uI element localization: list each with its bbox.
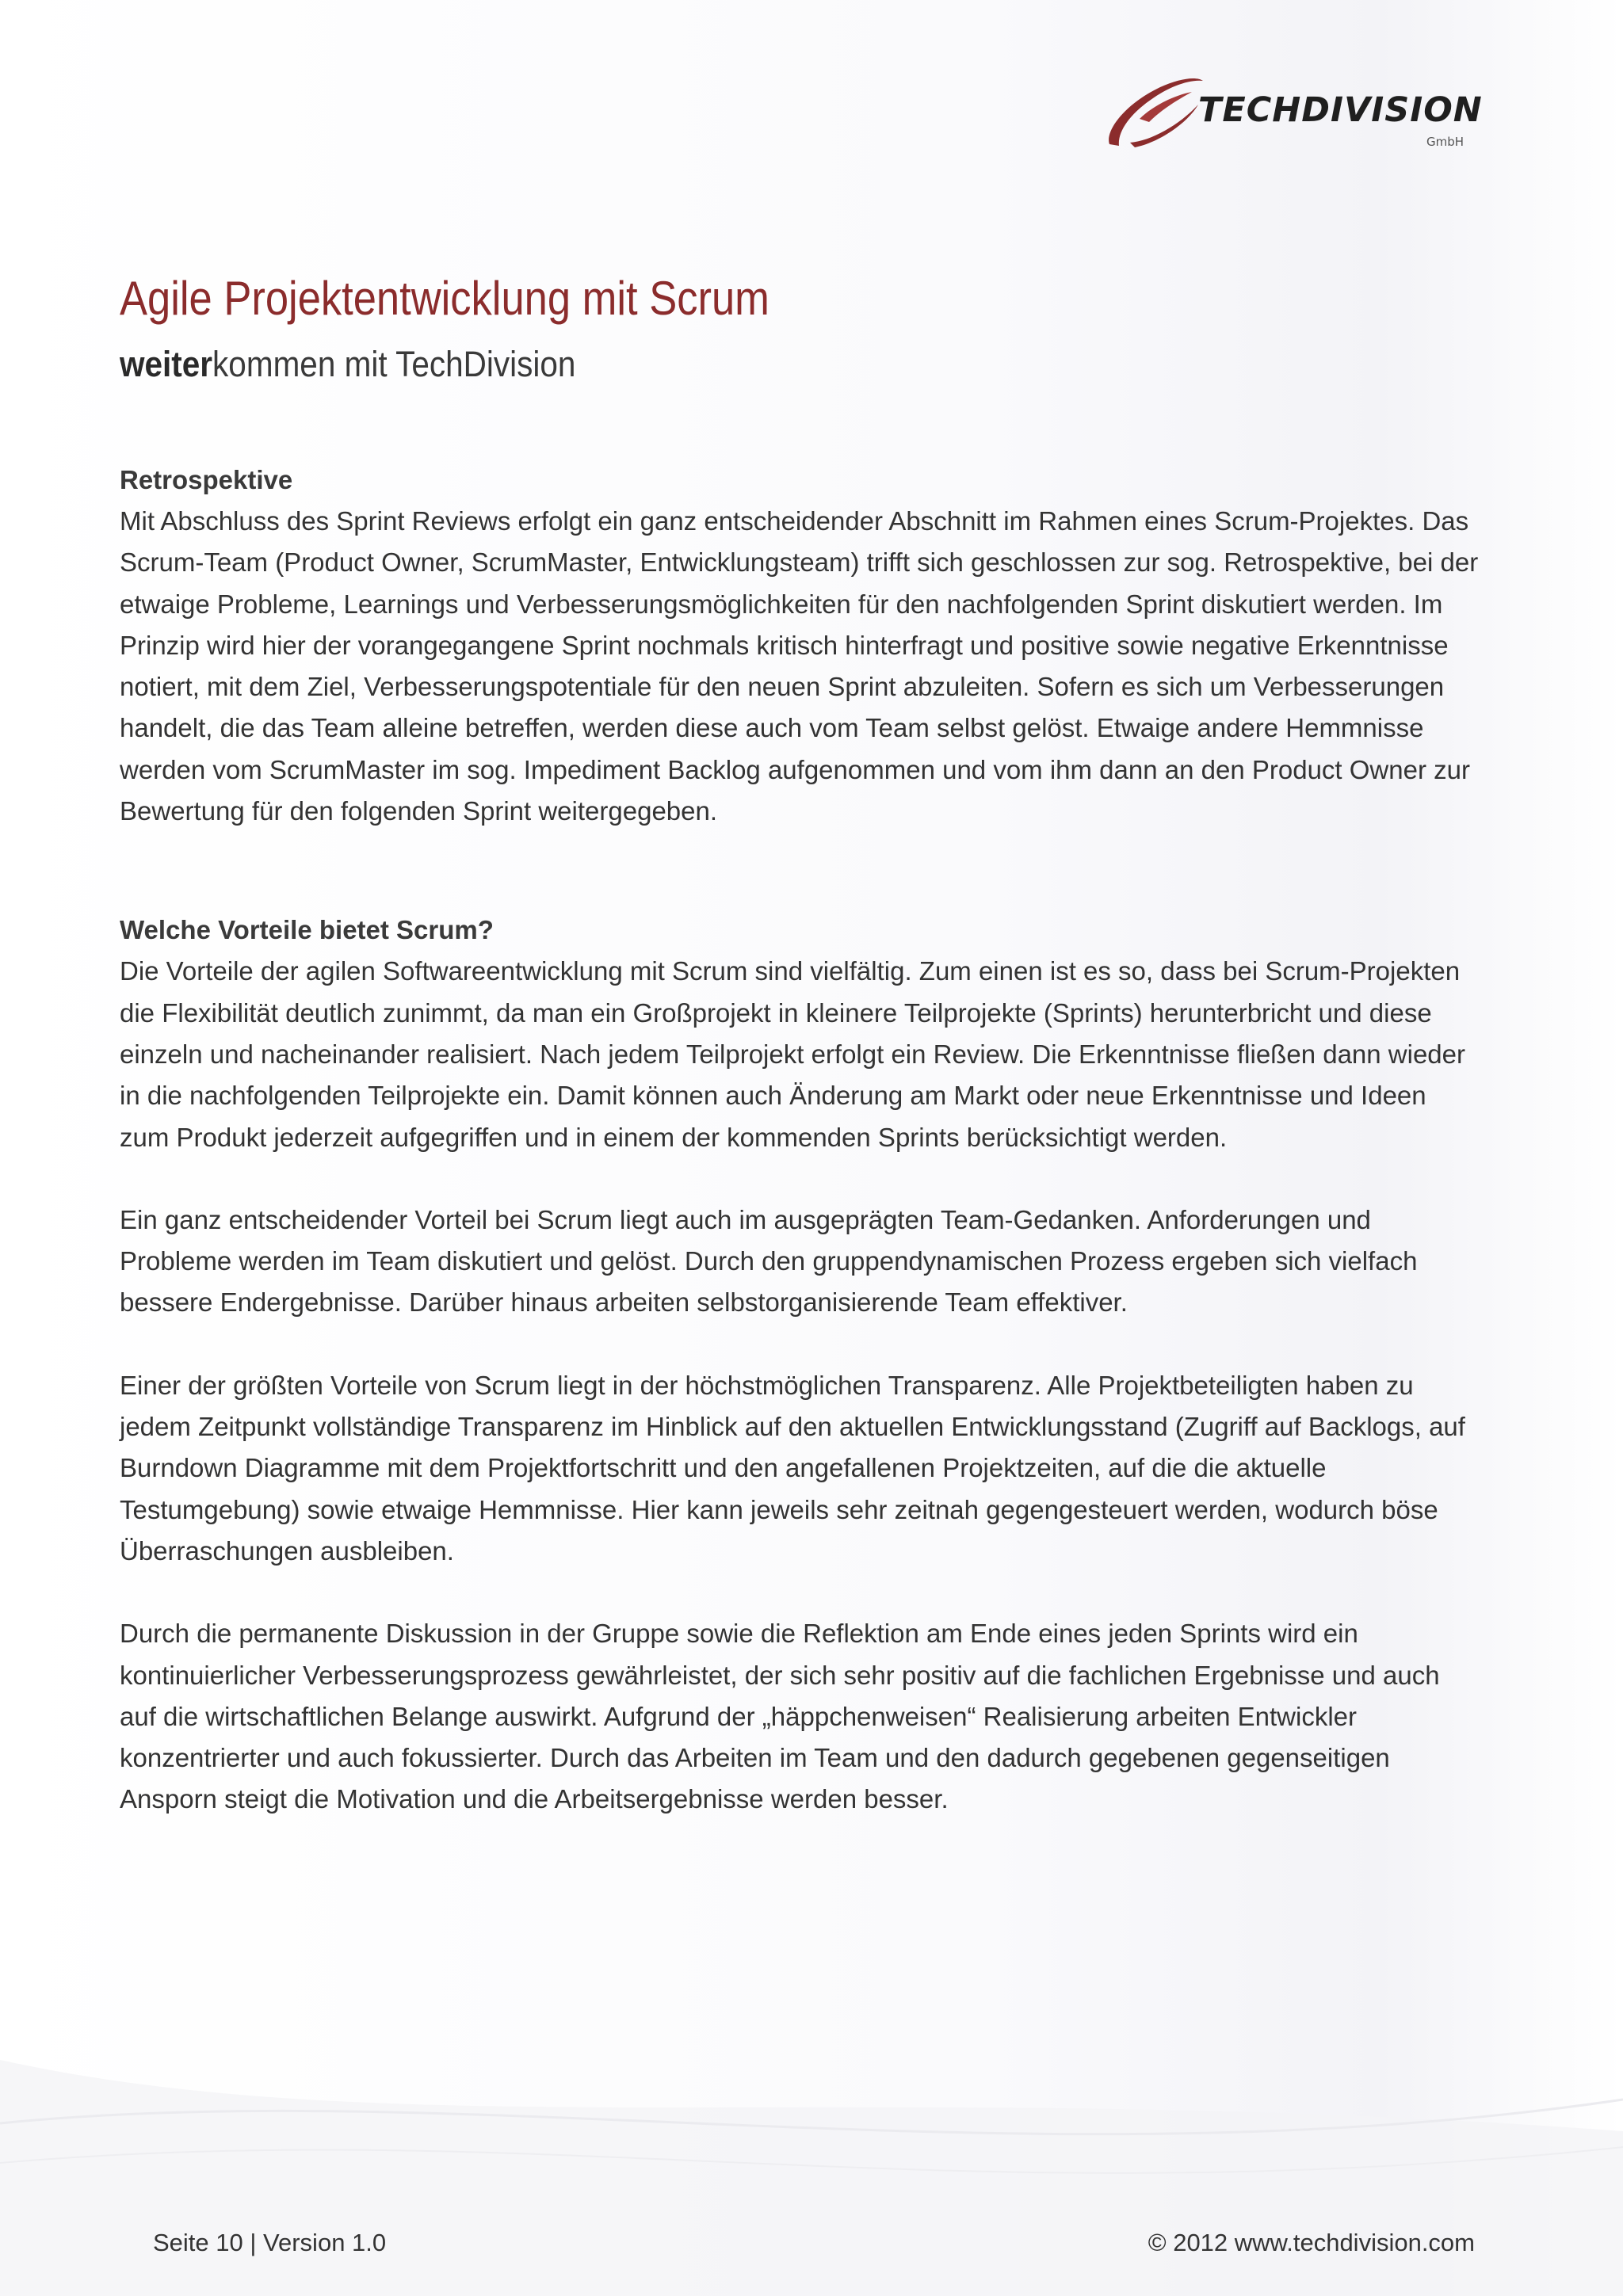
footer-copyright: © 2012 www.techdivision.com	[1148, 2229, 1475, 2256]
techdivision-logo	[1103, 63, 1484, 157]
paragraph: Mit Abschluss des Sprint Reviews erfolgt ein ganz entscheidender Abschnitt im Rahmen eines Scrum-Projektes. Das Scrum-Team (Product Owner, ScrumMaster, Entwicklungsteam) trifft sich geschlossen zur sog. Retrospektive, bei der etwaige Probleme, Learnings und Verbesserungsmöglichkeiten für den nachfolgenden Sprint diskutiert werden. Im Prinzip wird hier der vorangegangene Sprint nochmals kritisch hinterfragt und positive sowie negative Erkenntnisse notiert, mit dem Ziel, Verbesserungspotentiale für den neuen Sprint abzuleiten. Sofern es sich um Verbesserungen handelt, die das Team alleine betreffen, werden diese auch vom Team selbst gelöst. Etwaige andere Hemmnisse werden vom ScrumMaster im sog. Impediment Backlog aufgenommen und vom ihm dann an den Product Owner zur Bewertung für den folgenden Sprint weitergegeben.	[120, 506, 1479, 826]
document-body	[120, 460, 1483, 1821]
logo-swoosh-icon	[1103, 63, 1206, 157]
paragraph: Ein ganz entscheidender Vorteil bei Scrum liegt auch im ausgeprägten Team-Gedanken. Anforderungen und Probleme werden im Team diskutiert und gelöst. Durch den gruppendynamischen Prozess ergeben sich vielfach bessere Endergebnisse. Darüber hinaus arbeiten selbstorganisierende Team effektiver.	[120, 1204, 1418, 1318]
section-heading: Retrospektive	[120, 465, 293, 494]
paragraph: Durch die permanente Diskussion in der Gruppe sowie die Reflektion am Ende eines jeden Sprints wird ein kontinuierlicher Verbesserungsprozess gewährleistet, der sich sehr positiv auf die fachlichen Ergebnisse und auch auf die wirtschaftlichen Belange auswirkt. Aufgrund der „häppchenweisen“ Realisierung arbeiten Entwickler konzentrierter und auch fokussierter. Durch das Arbeiten im Team und den dadurch gegebenen gegenseitigen Ansporn steigt die Motivation und die Arbeitsergebnisse werden besser.	[120, 1619, 1440, 1814]
subtitle-bold: weiter	[120, 344, 213, 384]
footer-page-info: Seite 10 | Version 1.0	[153, 2229, 387, 2256]
paragraph: Die Vorteile der agilen Softwareentwicklung mit Scrum sind vielfältig. Zum einen ist es so, dass bei Scrum-Projekten die Flexibilität deutlich zunimmt, da man ein Großprojekt in kleinere Teilprojekte (Sprints) herunterbricht und diese einzeln und nacheinander realisiert. Nach jedem Teilprojekt erfolgt ein Review. Die Erkenntnisse fließen dann wieder in die nachfolgenden Teilprojekte ein. Damit können auch Änderung am Markt oder neue Erkenntnisse und Ideen zum Produkt jederzeit aufgegriffen und in einem der kommenden Sprints berücksichtigt werden.	[120, 956, 1466, 1152]
section-vorteile	[120, 910, 1483, 1820]
page-subtitle	[120, 344, 575, 385]
paragraph: Einer der größten Vorteile von Scrum liegt in der höchstmöglichen Transparenz. Alle Projektbeteiligten haben zu jedem Zeitpunkt vollständige Transparenz im Hinblick auf den aktuellen Entwicklungsstand (Zugriff auf Backlogs, auf Burndown Diagramme mit dem Projektfortschritt und den angefallenen Projektzeiten, auf die die aktuelle Testumgebung) sowie etwaige Hemmnisse. Hier kann jeweils sehr zeitnah gegengesteuert werden, wodurch böse Überraschungen ausbleiben.	[120, 1370, 1465, 1566]
section-retrospektive	[120, 460, 1483, 832]
logo-wordmark: TECHDIVISION	[1198, 90, 1483, 130]
page-title: Agile Projektentwicklung mit Scrum	[120, 272, 769, 325]
section-heading: Welche Vorteile bietet Scrum?	[120, 915, 494, 945]
subtitle-rest: kommen mit TechDivision	[212, 344, 576, 384]
logo-gmbh-label: GmbH	[1426, 135, 1465, 149]
